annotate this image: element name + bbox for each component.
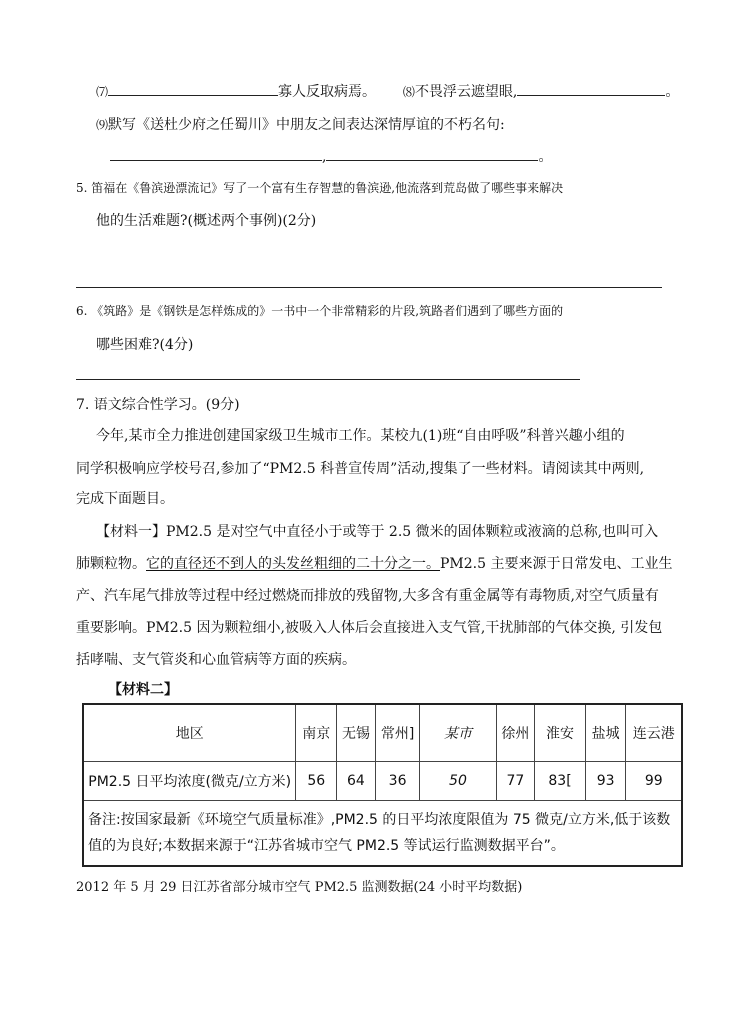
answer-blank-9a[interactable]: [110, 146, 322, 161]
q7-intro-2: 同学积极响应学校号召,参加了“PM2.5 科普宣传周”活动,搜集了一些材料。请阅读其中两则,: [76, 461, 645, 477]
value-cell: 93: [585, 762, 626, 801]
material-1-line5: 括哮喘、支气管炎和心血管病等方面的疾病。: [76, 652, 356, 668]
region-header: 地区: [83, 704, 296, 762]
q6-line2: 哪些困难?(4分): [96, 337, 194, 353]
table-note: 备注:按国家最新《环境空气质量标准》,PM2.5 的日平均浓度限值为 75 微克/立方米,低于该数值的为良好;本数据来源于“江苏省城市空气 PM2.5 等试运行监测数据平台”。: [83, 801, 682, 867]
item-9-number: ⑼: [96, 118, 109, 132]
q9-answer-line: [110, 146, 552, 166]
q9-end: 。: [538, 149, 553, 165]
city-cell: 常州]: [375, 704, 420, 762]
material-1-line2: [76, 553, 672, 573]
q5-line1: 5. 笛福在《鲁滨逊漂流记》写了一个富有生存智慧的鲁滨逊,他流落到荒岛做了哪些事来解决: [76, 181, 564, 195]
material-1-text-cont: PM2.5 主要来源于日常发电、工业生: [440, 556, 673, 572]
city-cell: 徐州: [496, 704, 535, 762]
underlined-sentence: 它的直径还不到人的头发丝粗细的二十分之一。: [146, 556, 440, 572]
value-cell: 50: [420, 762, 496, 801]
item-7-number: ⑺: [96, 85, 109, 99]
q9-comma: ,: [322, 149, 327, 165]
city-cell: 某市: [420, 704, 496, 762]
value-cell: 36: [375, 762, 420, 801]
pm25-table: [82, 703, 683, 867]
item-8-text: 不畏浮云遮望眼,: [414, 84, 518, 100]
item-8-number: ⑻: [402, 85, 415, 99]
material-1-line4: 重要影响。PM2.5 因为颗粒细小,被吸入人体后会直接进入支气管,干扰肺部的气体交换, 引发包: [76, 620, 663, 636]
q5-answer-rule[interactable]: [76, 287, 662, 288]
table-header-row: [83, 704, 682, 762]
value-cell: 56: [296, 762, 337, 801]
item-8-end: 。: [665, 84, 680, 100]
q7-line: [96, 81, 679, 101]
material-1-text: 肺颗粒物。: [76, 556, 146, 572]
q9-line: [96, 114, 505, 134]
q6-answer-rule[interactable]: [76, 379, 580, 380]
table-value-row: [83, 762, 682, 801]
item-7-text: 寡人反取病焉。: [278, 84, 377, 100]
q5-line2: 他的生活难题?(概述两个事例)(2分): [96, 213, 317, 229]
city-cell: 南京: [296, 704, 337, 762]
value-cell: 77: [496, 762, 535, 801]
city-cell: 连云港: [626, 704, 682, 762]
q7-title: 7. 语文综合性学习。(9分): [76, 397, 240, 413]
table-note-row: [83, 801, 682, 867]
city-cell: 淮安: [535, 704, 586, 762]
answer-blank-7[interactable]: [108, 81, 278, 96]
value-cell: 83[: [535, 762, 586, 801]
value-cell: 64: [337, 762, 376, 801]
answer-blank-9b[interactable]: [326, 146, 538, 161]
answer-blank-8[interactable]: [517, 81, 665, 96]
table-caption: 2012 年 5 月 29 日江苏省部分城市空气 PM2.5 监测数据(24 小时平均数据): [76, 880, 523, 895]
q7-intro-1: 今年,某市全力推进创建国家级卫生城市工作。某校九(1)班“自由呼吸”科普兴趣小组的: [96, 428, 625, 444]
item-9-text: 默写《送杜少府之任蜀川》中朋友之间表达深情厚谊的不朽名句:: [108, 117, 505, 133]
q7-intro-3: 完成下面题目。: [76, 491, 174, 507]
material-2-label: 【材料二】: [108, 682, 178, 698]
row-label: PM2.5 日平均浓度(微克/立方米): [83, 762, 296, 801]
q6-line1: 6. 《筑路》是《钢铁是怎样炼成的》一书中一个非常精彩的片段,筑路者们遇到了哪些方面的: [76, 304, 564, 318]
material-1-line1: 【材料一】PM2.5 是对空气中直径小于或等于 2.5 微米的固体颗粒或液滴的总称,也叫可入: [96, 524, 659, 540]
value-cell: 99: [626, 762, 682, 801]
city-cell: 无锡: [337, 704, 376, 762]
city-cell: 盐城: [585, 704, 626, 762]
material-1-line3: 产、汽车尾气排放等过程中经过燃烧而排放的残留物,大多含有重金属等有毒物质,对空气质量有: [76, 588, 659, 604]
